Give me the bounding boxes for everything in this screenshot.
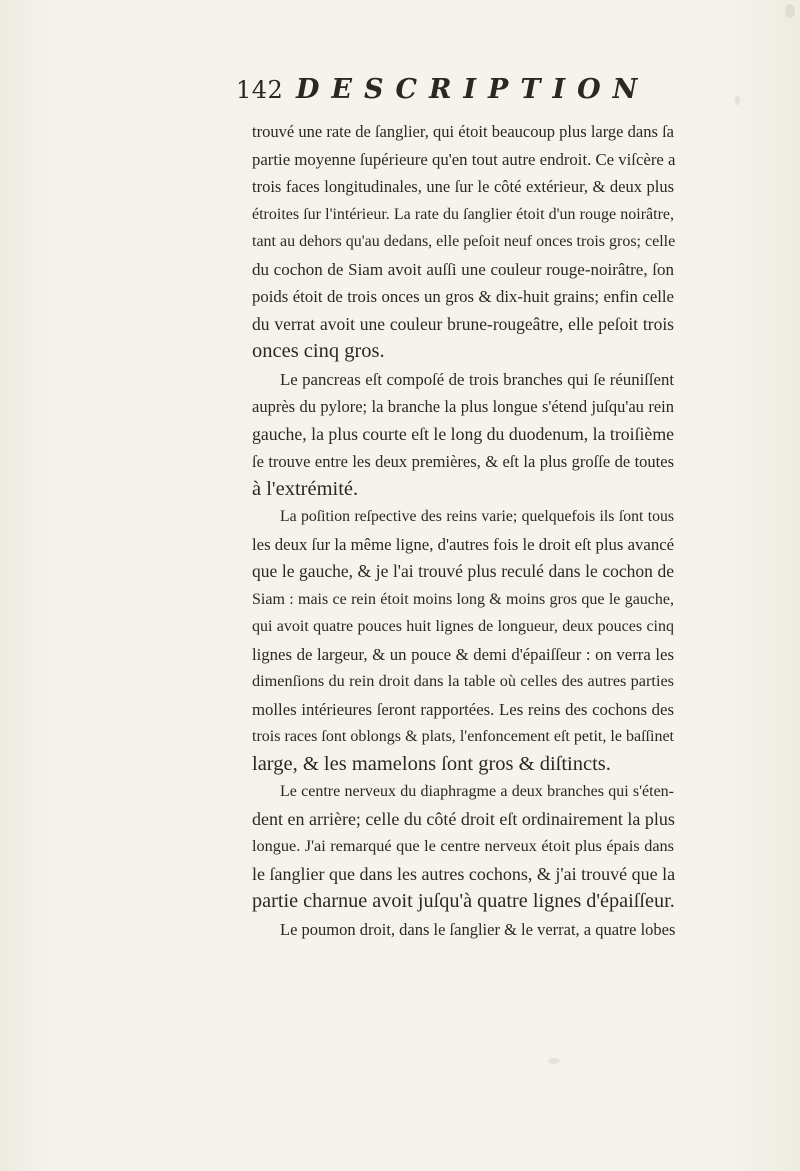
text-line: large, & les mamelons ſont gros & diſtincts.: [252, 752, 611, 775]
paper-stain: [735, 96, 740, 105]
text-line: tant au dehors qu'au dedans, elle peſoit neuf onces trois gros; celle: [252, 233, 676, 250]
text-line: trois races ſont oblongs & plats, l'enfoncement eſt petit, le baſſinet: [252, 728, 674, 745]
text-line: Siam : mais ce rein étoit moins long & moins gros que le gauche,: [252, 590, 674, 608]
text-line: dent en arrière; celle du côté droit eſt ordinairement la plus: [252, 808, 675, 829]
page-number: 142: [236, 76, 284, 104]
paper-stain: [785, 4, 795, 18]
text-line: que le gauche, & je l'ai trouvé plus reculé dans le cochon de: [252, 561, 674, 581]
text-line: La poſition reſpective des reins varie; quelquefois ils ſont tous: [280, 508, 674, 525]
text-line: lignes de largeur, & un pouce & demi d'épaiſſeur : on verra les: [252, 644, 674, 664]
text-line: du verrat avoit une couleur brune-rougeâtre, elle peſoit trois: [252, 313, 674, 334]
text-line: du cochon de Siam avoit auſſi une couleur rouge-noirâtre, ſon: [252, 259, 674, 279]
text-line: Le poumon droit, dans le ſanglier & le verrat, a quatre lobes: [280, 919, 676, 939]
text-line: trouvé une rate de ſanglier, qui étoit beaucoup plus large dans ſa: [252, 122, 674, 141]
text-line: longue. J'ai remarqué que le centre nerveux étoit plus épais dans: [252, 837, 674, 855]
text-line: Le centre nerveux du diaphragme a deux branches qui s'éten-: [280, 783, 674, 800]
text-line: partie moyenne ſupérieure qu'en tout autre endroit. Ce viſcère a: [252, 149, 676, 169]
text-line: poids étoit de trois onces un gros & dix-huit grains; enfin celle: [252, 287, 674, 306]
text-line: trois faces longitudinales, une ſur le côté extérieur, & deux plus: [252, 177, 674, 196]
text-line: onces cinq gros.: [252, 340, 385, 362]
page-header: [236, 74, 650, 110]
text-line: gauche, la plus courte eſt le long du duodenum, la troiſième: [252, 423, 674, 444]
text-line: à l'extrémité.: [252, 477, 359, 500]
text-line: partie charnue avoit juſqu'à quatre lignes d'épaiſſeur.: [252, 890, 675, 912]
text-line: les deux ſur la même ligne, d'autres fois le droit eſt plus avancé: [252, 534, 675, 554]
text-line: le ſanglier que dans les autres cochons, & j'ai trouvé que la: [252, 863, 676, 884]
text-line: qui avoit quatre pouces huit lignes de longueur, deux pouces cinq: [252, 618, 674, 635]
paper-stain: [548, 1058, 560, 1064]
text-line: Le pancreas eſt compoſé de trois branches qui ſe réuniſſent: [280, 369, 674, 389]
text-line: auprès du pylore; la branche la plus longue s'étend juſqu'au rein: [252, 397, 674, 416]
text-line: dimenſions du rein droit dans la table où celles des autres parties: [252, 672, 674, 690]
text-line: molles intérieures ſeront rapportées. Les reins des cochons des: [252, 699, 674, 719]
text-line: étroites ſur l'intérieur. La rate du ſanglier étoit d'un rouge noirâtre,: [252, 205, 674, 223]
text-line: ſe trouve entre les deux premières, & eſt la plus groſſe de toutes: [252, 452, 674, 471]
body-text: [252, 118, 674, 943]
running-title: DESCRIPTION: [296, 74, 650, 105]
